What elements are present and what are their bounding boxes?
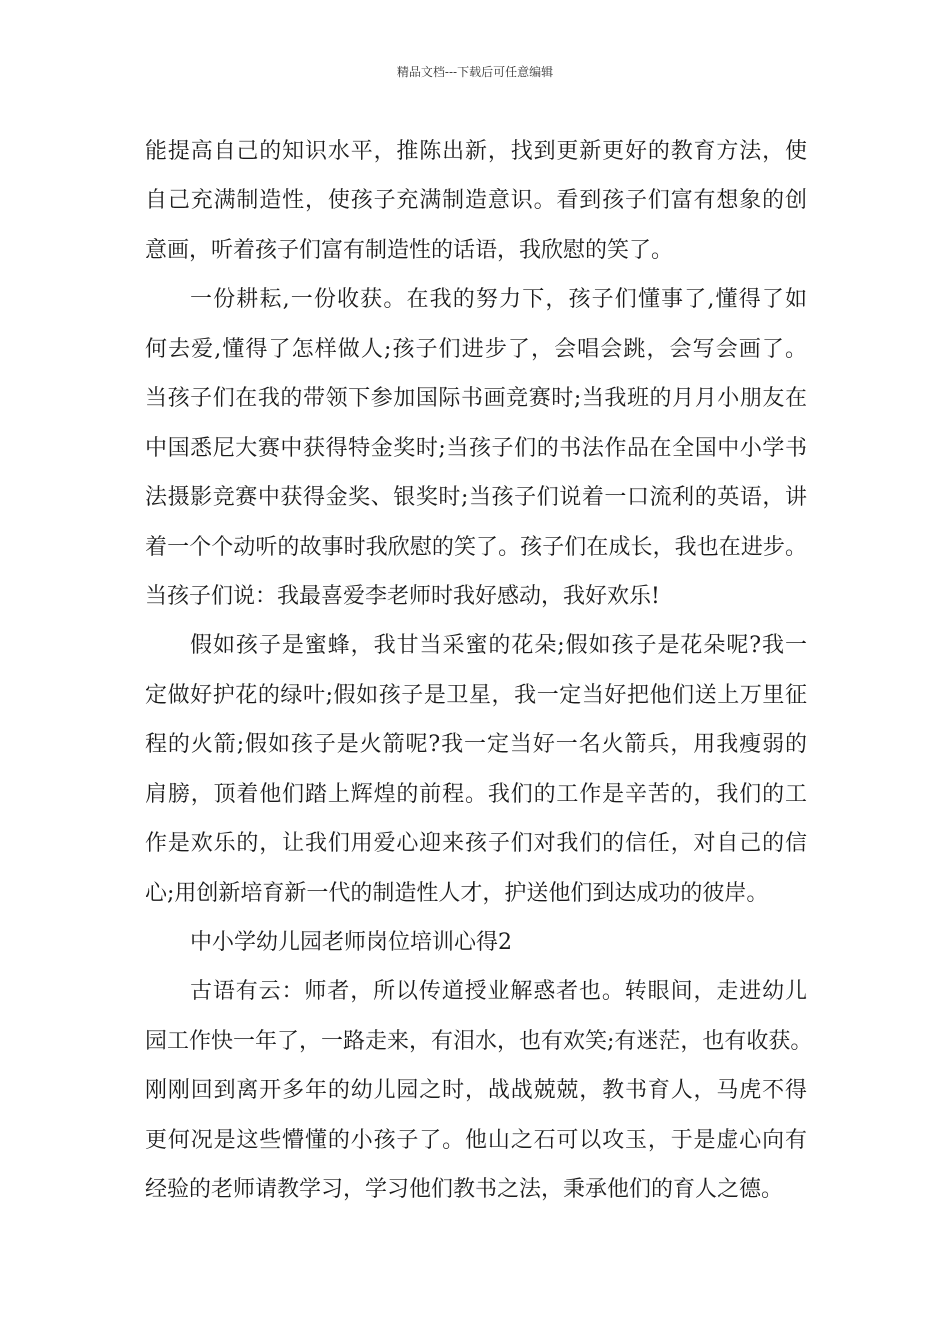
text-line: 能提高自己的知识水平，推陈出新，找到更新更好的教育方法，使: [145, 139, 807, 164]
text-line: 刚刚回到离开多年的幼儿园之时，战战兢兢，教书育人，马虎不得: [145, 1078, 807, 1104]
text-line: 心;用创新培育新一代的制造性人才，护送他们到达成功的彼岸。: [145, 880, 769, 906]
text-line: 着一个个动听的故事时我欣慰的笑了。孩子们在成长，我也在进步。: [145, 534, 807, 560]
page-header: 精品文档---下载后可任意编辑: [396, 65, 554, 79]
text-line: 古语有云：师者，所以传道授业解惑者也。转眼间，走进幼儿: [190, 979, 807, 1005]
text-line: 程的火箭;假如孩子是火箭呢?我一定当好一名火箭兵，用我瘦弱的: [145, 732, 807, 758]
text-line: 法摄影竞赛中获得金奖、银奖时;当孩子们说着一口流利的英语，讲: [145, 485, 807, 511]
text-line: 作是欢乐的，让我们用爱心迎来孩子们对我们的信任，对自己的信: [145, 831, 807, 857]
text-line: 一份耕耘,一份收获。在我的努力下，孩子们懂事了,懂得了如: [190, 287, 807, 313]
section-heading: 中小学幼儿园老师岗位培训心得2: [190, 930, 512, 955]
text-line: 当孩子们在我的带领下参加国际书画竞赛时;当我班的月月小朋友在: [145, 386, 807, 412]
text-line: 意画，听着孩子们富有制造性的话语，我欣慰的笑了。: [145, 237, 674, 263]
text-line: 定做好护花的绿叶;假如孩子是卫星，我一定当好把他们送上万里征: [145, 682, 807, 708]
text-line: 当孩子们说：我最喜爱李老师时我好感动，我好欢乐!: [145, 583, 660, 609]
text-line: 何去爱,懂得了怎样做人;孩子们进步了，会唱会跳，会写会画了。: [145, 336, 807, 362]
text-line: 园工作快一年了，一路走来，有泪水，也有欢笑;有迷茫，也有收获。: [145, 1028, 813, 1054]
text-line: 中国悉尼大赛中获得特金奖时;当孩子们的书法作品在全国中小学书: [145, 435, 807, 461]
text-line: 自己充满制造性，使孩子充满制造意识。看到孩子们富有想象的创: [145, 188, 807, 214]
text-line: 更何况是这些懵懂的小孩子了。他山之石可以攻玉，于是虚心向有: [145, 1127, 807, 1153]
text-line: 假如孩子是蜜蜂，我甘当采蜜的花朵;假如孩子是花朵呢?我一: [190, 633, 807, 659]
text-line: 经验的老师请教学习，学习他们教书之法，秉承他们的育人之德。: [145, 1177, 784, 1203]
text-line: 肩膀，顶着他们踏上辉煌的前程。我们的工作是辛苦的，我们的工: [145, 781, 807, 807]
document-body: [145, 127, 813, 1215]
